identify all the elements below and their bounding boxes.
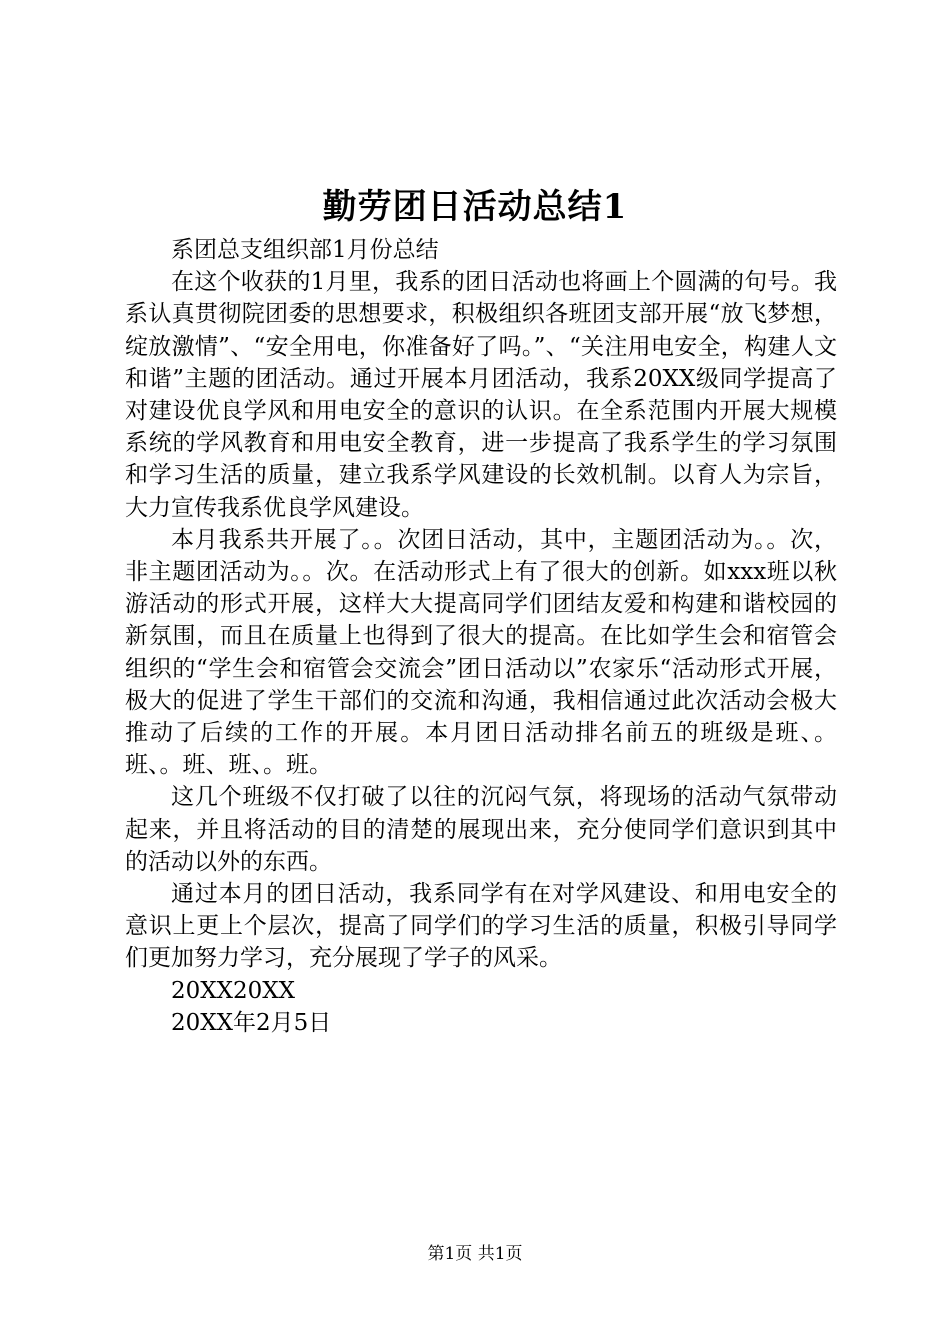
document-body — [125, 234, 837, 1039]
subtitle: 系团总支组织部1月份总结 — [171, 237, 439, 263]
signature: 20XX20XX — [171, 977, 296, 1004]
document-title: 勤劳团日活动总结1 — [322, 187, 628, 227]
paragraph-1: 在这个收获的1月里，我系的团日活动也将画上个圆满的句号。我系认真贯彻院团委的思想要求，积极组织各班团支部开展“放飞梦想，绽放激情”、“安全用电，你准备好了吗。”、“关注用电安全，构建人文和谐”主题的团活动。通过开展本月团活动，我系20XX级同学提高了对建设优良学风和用电安全的意识的认识。在全系范围内开展大规模系统的学风教育和用电安全教育，进一步提高了我系学生的学习氛围和学习生活的质量，建立我系学风建设的长效机制。以育人为宗旨，大力宣传我系优良学风建设。 — [125, 269, 837, 521]
date: 20XX年2月5日 — [171, 1009, 332, 1036]
paragraph-2: 本月我系共开展了。。次团日活动，其中，主题团活动为。。次，非主题团活动为。。次。在活动形式上有了很大的创新。如xxx班以秋游活动的形式开展，这样大大提高同学们团结友爱和构建和谐校园的新氛围，而且在质量上也得到了很大的提高。在比如学生会和宿管会组织的“学生会和宿管会交流会”团日活动以”农家乐“活动形式开展，极大的促进了学生干部们的交流和沟通，我相信通过此次活动会极大推动了后续的工作的开展。本月团日活动排名前五的班级是班、。班、。班、班、。班。 — [125, 526, 837, 779]
paragraph-4: 通过本月的团日活动，我系同学有在对学风建设、和用电安全的意识上更上个层次，提高了同学们的学习生活的质量，积极引导同学们更加努力学习，充分展现了学子的风采。 — [125, 881, 837, 972]
paragraph-3: 这几个班级不仅打破了以往的沉闷气氛，将现场的活动气氛带动起来，并且将活动的目的清楚的展现出来，充分使同学们意识到其中的活动以外的东西。 — [125, 784, 837, 875]
page-footer: 第1页 共1页 — [427, 1244, 523, 1264]
